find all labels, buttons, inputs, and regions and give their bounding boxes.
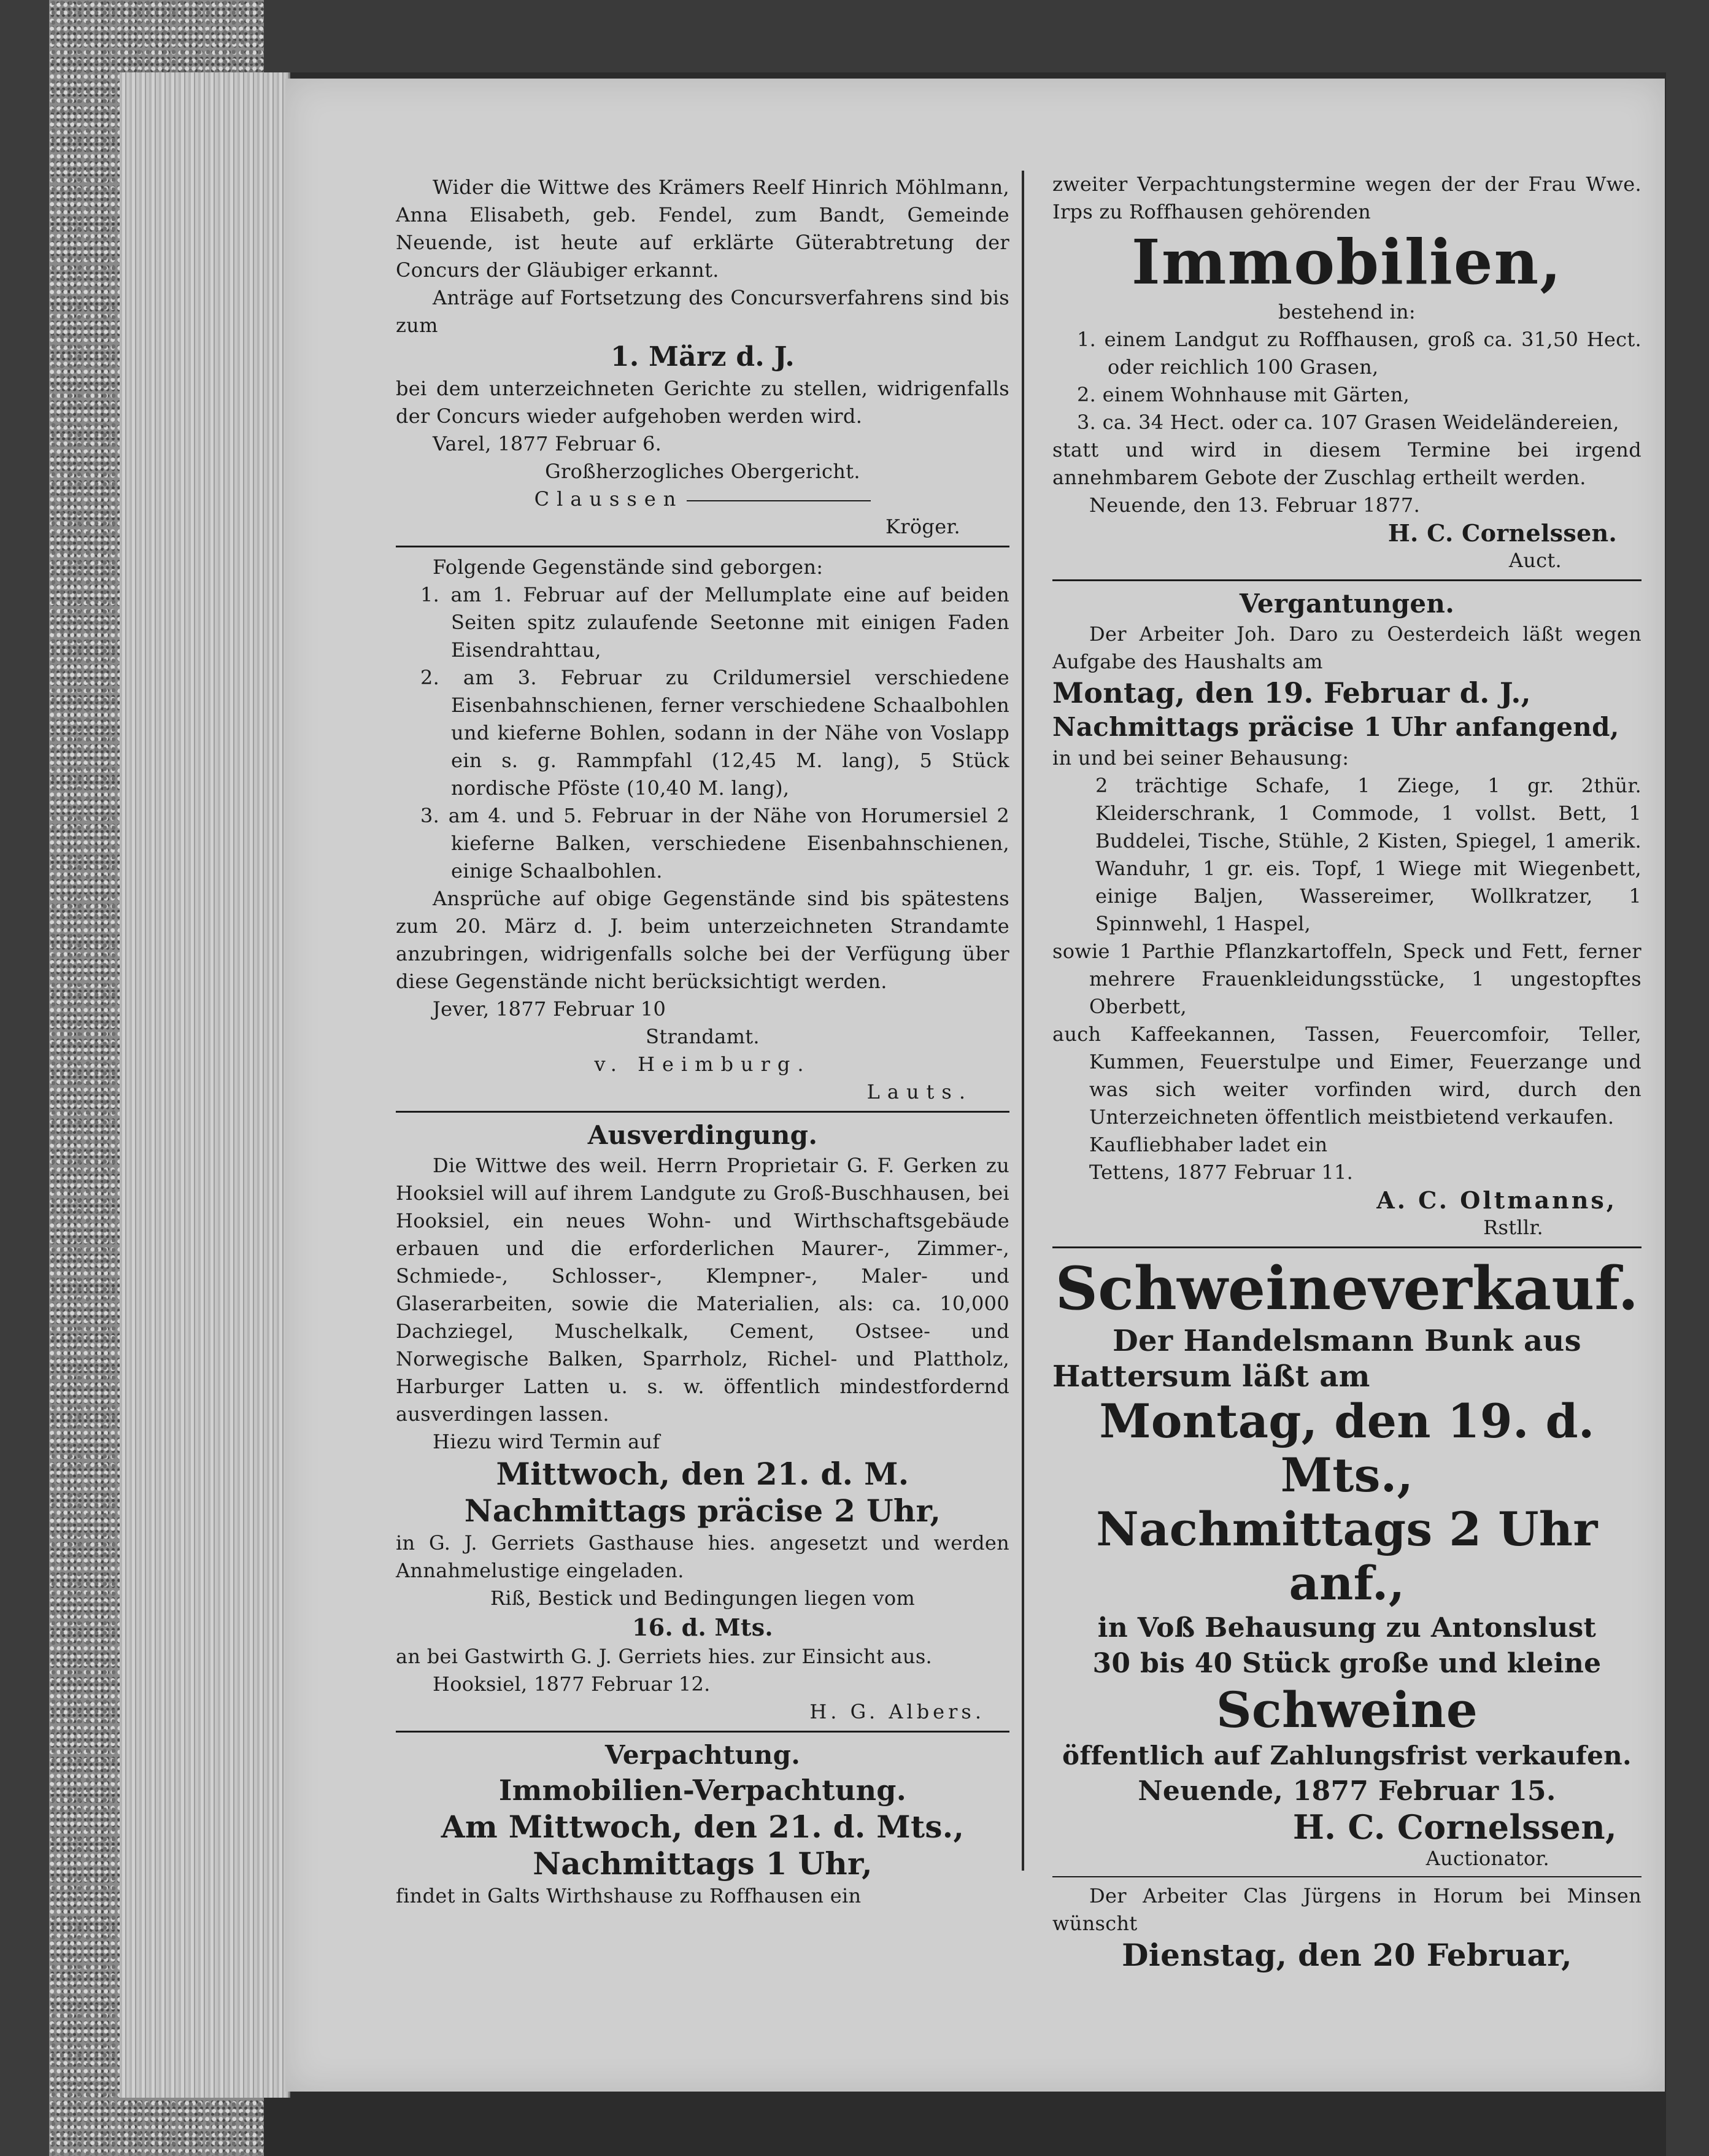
schweineverkauf-date-2: Nachmittags 2 Uhr anf.,: [1096, 1502, 1598, 1610]
immobilien-role: Auct.: [1508, 549, 1562, 572]
vergantungen-signature: A. C. Oltmanns,: [1376, 1186, 1617, 1214]
immobilien-items: [1052, 326, 1641, 436]
ausverdingung-place-date: Hooksiel, 1877 Februar 12.: [433, 1672, 711, 1696]
last-notice-text: Der Arbeiter Clas Jürgens in Horum bei Minsen wünscht: [1052, 1884, 1641, 1935]
strandamt-notice: [396, 554, 1009, 1106]
immobilien-text-2: statt und wird in diesem Termine bei irgend annehmbarem Gebote der Zuschlag ertheilt werden.: [1052, 438, 1641, 489]
ausverdingung-date-3: 16. d. Mts.: [632, 1613, 773, 1641]
list-item: 1. einem Landgut zu Roffhausen, groß ca. 31,50 Hect. oder reichlich 100 Grasen,: [1077, 328, 1641, 379]
verpachtung-date-2: Nachmittags 1 Uhr,: [533, 1845, 873, 1882]
strandamt-place-date: Jever, 1877 Februar 10: [433, 997, 666, 1021]
schweineverkauf-signature: H. C. Cornelssen,: [1292, 1807, 1617, 1847]
list-item: 3. ca. 34 Hect. oder ca. 107 Grasen Weideländereien,: [1077, 411, 1619, 434]
concurs-notice: [396, 174, 1009, 541]
ausverdingung-text-5: an bei Gastwirth G. J. Gerriets hies. zur Einsicht aus.: [396, 1645, 933, 1668]
schweineverkauf-line-5: öffentlich auf Zahlungsfrist verkaufen.: [1062, 1741, 1632, 1771]
vergantungen-goods: 2 trächtige Schafe, 1 Ziege, 1 gr. 2thür. Kleiderschrank, 1 Commode, 1 vollst. Bett, 1 Buddelei, Tische, Stühle, 2 Kisten, Spiegel, 1 amerik. Wanduhr, 1 gr. eis. Topf, 1 Wiege mit Wiegenbett, einige Baljen, Wassereimer, Wollkratzer, 1 Spinnwehl, 1 Haspel,: [1095, 774, 1641, 935]
verpachtung-subtitle: Immobilien-Verpachtung.: [498, 1774, 907, 1807]
vergantungen-text-2: in und bei seiner Behausung:: [1052, 746, 1349, 770]
strandamt-intro: Folgende Gegenstände sind geborgen:: [433, 555, 824, 579]
vergantungen-text-1: Der Arbeiter Joh. Daro zu Oesterdeich läßt wegen Aufgabe des Haushalts am: [1052, 622, 1641, 673]
list-item: 2. am 3. Februar zu Crildumersiel verschiedene Eisenbahnschienen, ferner verschiedene Schaalbohlen und kieferne Bohlen, sodann in der Nähe von Voslapp ein s. g. Rammpfahl (12,45 M. lang), 5 Stück nordische Pföste (10,40 M. lang),: [420, 666, 1009, 800]
concurs-signature-row: [396, 485, 1009, 513]
vergantungen-goods-block: [1052, 772, 1641, 938]
book-page-edges: [120, 72, 290, 2098]
ausverdingung-signature: H. G. Albers.: [809, 1700, 985, 1723]
vergantungen-date-1: Montag, den 19. Februar d. J.,: [1052, 676, 1531, 709]
section-rule: [1052, 1876, 1641, 1877]
section-rule: [1052, 579, 1641, 581]
schweineverkauf-title: Schweineverkauf.: [1055, 1254, 1639, 1323]
ausverdingung-text-1: Die Wittwe des weil. Herrn Proprietair G. F. Gerken zu Hooksiel will auf ihrem Landgute zu Groß-Buschhausen, bei Hooksiel, ein neues Wohn- und Wirthschaftsgebäude erbauen und die erforderlichen Maurer-, Zimmer-, Schmiede-, Schlosser-, Klempner-, Maler- und Glaserarbeiten, sowie die Materialien, als: ca. 10,000 Dachziegel, Muschelkalk, Cement, Ostsee- und Norwegische Balken, Sparrholz, Richel- und Plattholz, Harburger Latten u. s. w. öffentlich mindestfordernd ausverdingen lassen.: [396, 1154, 1009, 1426]
schweineverkauf-notice: [1052, 1254, 1641, 1872]
immobilien-place-date: Neuende, den 13. Februar 1877.: [1089, 493, 1421, 517]
verpachtung-title: Verpachtung.: [604, 1740, 801, 1770]
immobilien-signature: H. C. Cornelssen.: [1387, 519, 1617, 547]
vergantungen-title: Vergantungen.: [1239, 589, 1455, 619]
last-notice: [1052, 1882, 1641, 1973]
concurs-text-2: Anträge auf Fortsetzung des Concursverfahrens sind bis zum: [396, 286, 1009, 337]
concurs-signature-1: Claussen: [534, 487, 684, 511]
strandamt-claims: Ansprüche auf obige Gegenstände sind bis spätestens zum 20. März d. J. beim unterzeichneten Strandamte anzubringen, widrigenfalls solche bei der Verfügung über diese Gegenstände nicht berücksichtigt werden.: [396, 887, 1009, 993]
signature-line: [687, 500, 871, 501]
ausverdingung-title: Ausverdingung.: [587, 1120, 818, 1150]
concurs-deadline: 1. März d. J.: [611, 341, 795, 373]
schweineverkauf-line-1: Der Handelsmann Bunk aus: [1113, 1324, 1581, 1358]
schweineverkauf-line-4: 30 bis 40 Stück große und kleine: [1092, 1648, 1602, 1679]
schweineverkauf-place-date: Neuende, 1877 Februar 15.: [1138, 1775, 1556, 1807]
list-item: 1. am 1. Februar auf der Mellumplate eine auf beiden Seiten spitz zulaufende Seetonne mit einigen Faden Eisendrahttau,: [420, 583, 1009, 662]
schweineverkauf-role: Auctionator.: [1425, 1847, 1549, 1870]
section-rule: [396, 1111, 1009, 1113]
left-column: [396, 174, 1009, 1910]
immobilien-notice: [1052, 171, 1641, 574]
section-rule: [1052, 1246, 1641, 1248]
concurs-text-1: Wider die Wittwe des Krämers Reelf Hinrich Möhlmann, Anna Elisabeth, geb. Fendel, zum Bandt, Gemeinde Neuende, ist heute auf erklärte Güterabtretung der Concurs der Gläubiger erkannt.: [396, 176, 1009, 282]
ausverdingung-date-1: Mittwoch, den 21. d. M.: [496, 1456, 909, 1492]
strandamt-signature-2: Lauts.: [866, 1080, 973, 1103]
strandamt-signature-1: v. Heimburg.: [594, 1053, 811, 1076]
vergantungen-text-5: Kaufliebhaber ladet ein: [1089, 1133, 1328, 1156]
immobilien-title: Immobilien,: [1131, 226, 1563, 298]
concurs-court: Großherzogliches Obergericht.: [545, 460, 860, 483]
immobilien-intro: bestehend in:: [1278, 300, 1416, 323]
scan-background-right: [1666, 0, 1709, 2156]
concurs-signature-2: Kröger.: [885, 515, 960, 538]
ausverdingung-text-3: in G. J. Gerriets Gasthause hies. angesetzt und werden Annahmelustige eingeladen.: [396, 1531, 1009, 1582]
concurs-text-3: bei dem unterzeichneten Gerichte zu stellen, widrigenfalls der Concurs wieder aufgehoben werden wird.: [396, 377, 1009, 428]
right-column: [1052, 171, 1641, 1973]
ausverdingung-notice: [396, 1119, 1009, 1726]
vergantungen-text-3: sowie 1 Parthie Pflanzkartoffeln, Speck und Fett, ferner mehrere Frauenkleidungsstücke, 1 ungestopftes Oberbett,: [1052, 940, 1641, 1018]
verpachtung-date-1: Am Mittwoch, den 21. d. Mts.,: [441, 1809, 965, 1845]
ausverdingung-text-2: Hiezu wird Termin auf: [433, 1430, 660, 1453]
schweineverkauf-line-3: in Voß Behausung zu Antonslust: [1097, 1612, 1597, 1644]
concurs-place-date: Varel, 1877 Februar 6.: [433, 432, 662, 455]
schweineverkauf-word: Schweine: [1216, 1681, 1478, 1739]
immobilien-text-1: zweiter Verpachtungstermine wegen der der Frau Wwe. Irps zu Roffhausen gehörenden: [1052, 172, 1641, 223]
list-item: 3. am 4. und 5. Februar in der Nähe von Horumersiel 2 kieferne Balken, verschiedene Eisenbahnschienen, einige Schaalbohlen.: [420, 804, 1009, 883]
list-item: 2. einem Wohnhause mit Gärten,: [1077, 383, 1410, 406]
vergantungen-place-date: Tettens, 1877 Februar 11.: [1089, 1161, 1354, 1184]
section-rule: [396, 1731, 1009, 1733]
verpachtung-text-1: findet in Galts Wirthshause zu Roffhausen ein: [396, 1884, 862, 1907]
vergantungen-notice: [1052, 587, 1641, 1242]
column-divider: [1022, 171, 1024, 1871]
strandamt-items: [396, 581, 1009, 885]
verpachtung-notice: [396, 1739, 1009, 1910]
schweineverkauf-line-2: Hattersum läßt am: [1052, 1359, 1370, 1394]
schweineverkauf-date-1: Montag, den 19. d. Mts.,: [1099, 1394, 1595, 1502]
strandamt-office: Strandamt.: [646, 1025, 760, 1048]
ausverdingung-date-2: Nachmittags präcise 2 Uhr,: [464, 1493, 941, 1529]
vergantungen-date-2: Nachmittags präcise 1 Uhr anfangend,: [1052, 712, 1619, 742]
newspaper-page: [285, 79, 1665, 2092]
ausverdingung-text-4: Riß, Bestick und Bedingungen liegen vom: [490, 1586, 916, 1610]
section-rule: [396, 546, 1009, 547]
vergantungen-role: Rstllr.: [1483, 1216, 1543, 1239]
last-notice-date: Dienstag, den 20 Februar,: [1122, 1937, 1572, 1973]
vergantungen-text-4: auch Kaffeekannen, Tassen, Feuercomfoir, Teller, Kummen, Feuerstulpe und Eimer, Feuerzange und was sich weiter vorfinden wird, durch den Unterzeichneten öffentlich meistbietend verkaufen.: [1052, 1022, 1641, 1129]
